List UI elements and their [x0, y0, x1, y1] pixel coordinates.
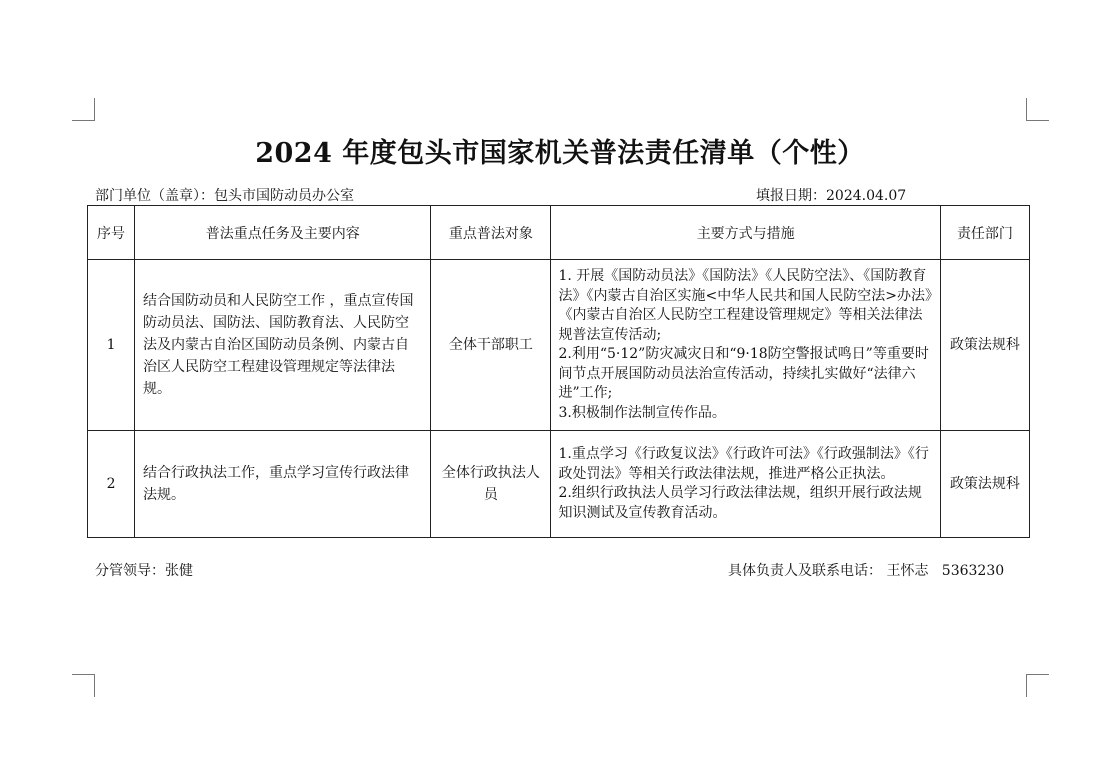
task-content: 结合国防动员和人民防空工作 ，重点宣传国防动员法、国防法、国防教育法、人民防空法及内蒙古自治区国防动员条例、内蒙古自治区人民防空工程建设管理规定等法律法规。: [135, 260, 431, 431]
crop-mark-top-right: [1026, 98, 1049, 121]
department-unit: 部门单位（盖章）：包头市国防动员办公室: [95, 188, 354, 204]
header-task: 普法重点任务及主要内容: [135, 206, 431, 260]
methods-cell: [551, 431, 940, 538]
row-number: 1: [88, 260, 135, 431]
method-item: 3.积极制作法制宣传作品。: [558, 404, 726, 421]
responsibility-table: [87, 205, 1030, 538]
target-audience: 全体行政执法人员: [431, 431, 551, 538]
crop-mark-bottom-left: [72, 674, 95, 697]
leader-in-charge: 分管领导：张健: [95, 563, 193, 579]
method-item: 1. 开展《国防动员法》《国防法》《人民防空法》、《国防教育法》《内蒙古自治区实施<中华人民共和国人民防空法>办法》《内蒙古自治区人民防空工程建设管理规定》等相关法律法规普法宣传活动;: [558, 268, 932, 343]
header-method: 主要方式与措施: [551, 206, 940, 260]
methods-cell: [551, 260, 940, 431]
header-no: 序号: [88, 206, 135, 260]
page-title: 2024 年度包头市国家机关普法责任清单（个性）: [255, 138, 865, 169]
fill-date: 填报日期：2024.04.07: [756, 188, 907, 204]
table-header-row: [88, 206, 1030, 260]
method-item: 2.组织行政执法人员学习行政法律法规，组织开展行政法规知识测试及宣传教育活动。: [558, 485, 922, 521]
crop-mark-bottom-right: [1026, 674, 1049, 697]
task-content: 结合行政执法工作，重点学习宣传行政法律法规。: [135, 431, 431, 538]
crop-mark-top-left: [72, 98, 95, 121]
method-item: 1.重点学习《行政复议法》《行政许可法》《行政强制法》《行政处罚法》等相关行政法律法规，推进严格公正执法。: [558, 446, 929, 482]
responsible-dept: 政策法规科: [940, 431, 1029, 538]
table-row: [88, 260, 1030, 431]
responsible-dept: 政策法规科: [940, 260, 1029, 431]
method-item: 2.利用“5·12”防灾减灾日和“9·18防空警报试鸣日”等重要时间节点开展国防动员法治宣传活动，持续扎实做好“法律六进”工作;: [558, 346, 929, 401]
target-audience: 全体干部职工: [431, 260, 551, 431]
header-target: 重点普法对象: [431, 206, 551, 260]
row-number: 2: [88, 431, 135, 538]
header-dept: 责任部门: [940, 206, 1029, 260]
table-row: [88, 431, 1030, 538]
contact-person: 具体负责人及联系电话： 王怀志 5363230: [728, 563, 1005, 579]
